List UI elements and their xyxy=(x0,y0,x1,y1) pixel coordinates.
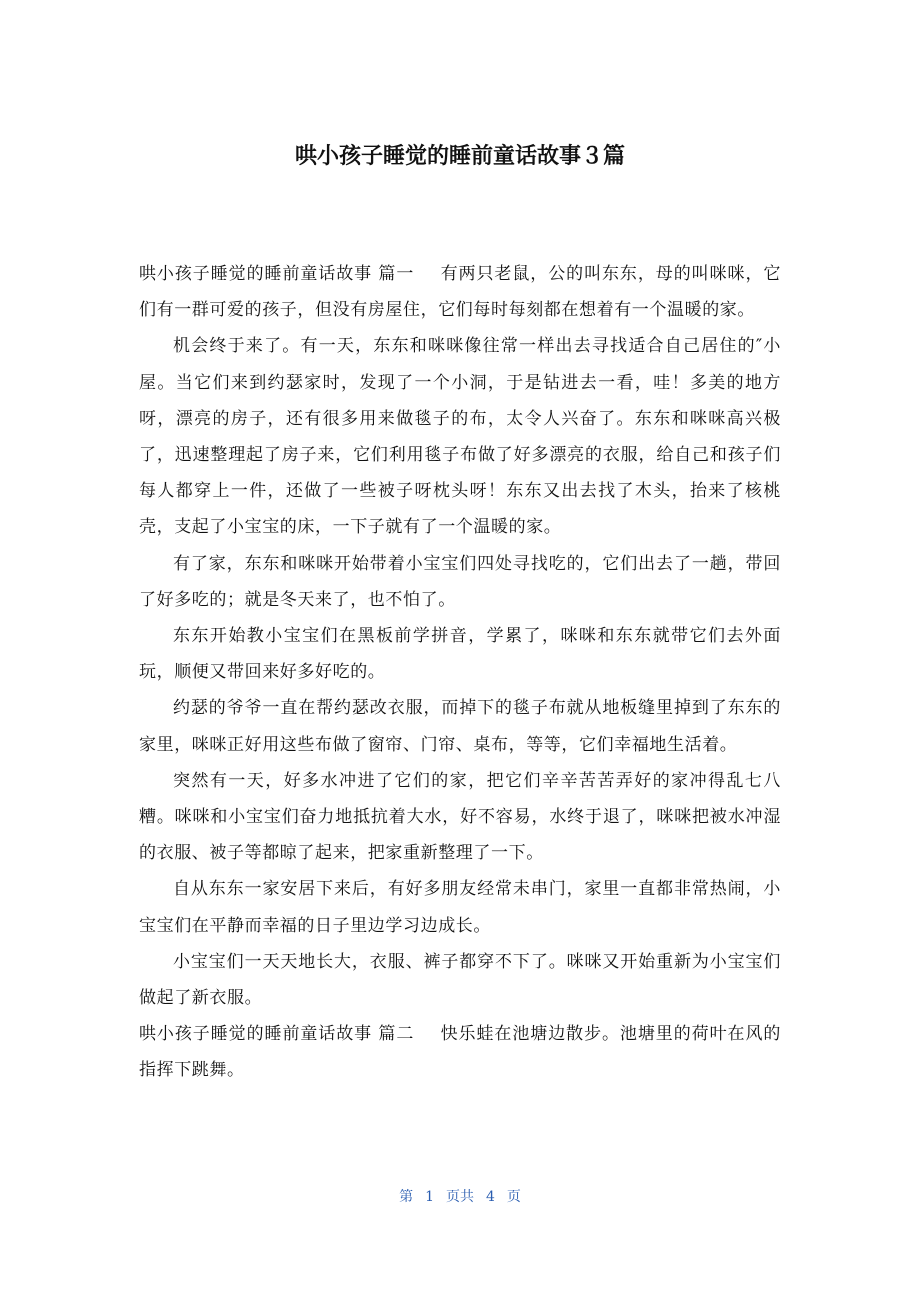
document-title: 哄小孩子睡觉的睡前童话故事３篇 xyxy=(294,144,625,169)
section-heading: 哄小孩子睡觉的睡前童话故事 篇二 xyxy=(139,1024,415,1045)
paragraph-2: 机会终于来了。有一天，东东和咪咪像往常一样出去寻找适合自己居住的″小屋。当它们来到约瑟家时，发现了一个小洞，于是钻进去一看，哇！多美的地方呀，漂亮的房子，还有很多用来做毯子的布，太令人兴奋了。东东和咪咪高兴极了，迅速整理起了房子来，它们利用毯子布做了好多漂亮的衣服，给自己和孩子们每人都穿上一件，还做了一些被子呀枕头呀！东东又出去找了木头，抬来了核桃壳，支起了小宝宝的床，一下子就有了一个温暖的家。 xyxy=(139,336,781,538)
paragraph-6: 突然有一天，好多水冲进了它们的家，把它们辛辛苦苦弄好的家冲得乱七八糟。咪咪和小宝宝们奋力地抵抗着大水，好不容易，水终于退了，咪咪把被水冲湿的衣服、被子等都晾了起来，把家重新整理了一下。 xyxy=(139,770,781,864)
page-footer xyxy=(0,1186,920,1208)
paragraph-8: 小宝宝们一天天地长大，衣服、裤子都穿不下了。咪咪又开始重新为小宝宝们做起了新衣服。 xyxy=(139,951,781,1009)
paragraph-1 xyxy=(139,256,781,328)
paragraph-text: 快乐蛙在池塘边散步。池塘里的荷叶在风的指挥下跳舞。 xyxy=(139,1024,781,1081)
paragraph-7: 自从东东一家安居下来后，有好多朋友经常未串门，家里一直都非常热闹，小宝宝们在平静而幸福的日子里边学习边成长。 xyxy=(139,879,781,936)
document-body xyxy=(139,256,781,1089)
footer-page-suffix: 页共 xyxy=(446,1189,474,1205)
footer-page-label: 第 xyxy=(399,1189,414,1205)
footer-total-suffix: 页 xyxy=(506,1189,521,1205)
paragraph-text: 有两只老鼠，公的叫东东，母的叫咪咪，它们有一群可爱的孩子，但没有房屋住，它们每时每刻都在想着有一个温暖的家。 xyxy=(139,264,781,321)
paragraph-3: 有了家，东东和咪咪开始带着小宝宝们四处寻找吃的，它们出去了一趟，带回了好多吃的；就是冬天来了，也不怕了。 xyxy=(139,553,781,610)
footer-total-pages: 4 xyxy=(486,1189,495,1205)
section-heading: 哄小孩子睡觉的睡前童话故事 篇一 xyxy=(139,264,415,284)
paragraph-9 xyxy=(139,1016,781,1088)
footer-page-number: 1 xyxy=(425,1189,434,1205)
paragraph-4: 东东开始教小宝宝们在黑板前学拼音，学累了，咪咪和东东就带它们去外面玩，顺便又带回来好多好吃的。 xyxy=(139,626,781,683)
paragraph-5: 约瑟的爷爷一直在帮约瑟改衣服，而掉下的毯子布就从地板缝里掉到了东东的家里，咪咪正好用这些布做了窗帘、门帘、桌布，等等，它们幸福地生活着。 xyxy=(139,698,781,755)
